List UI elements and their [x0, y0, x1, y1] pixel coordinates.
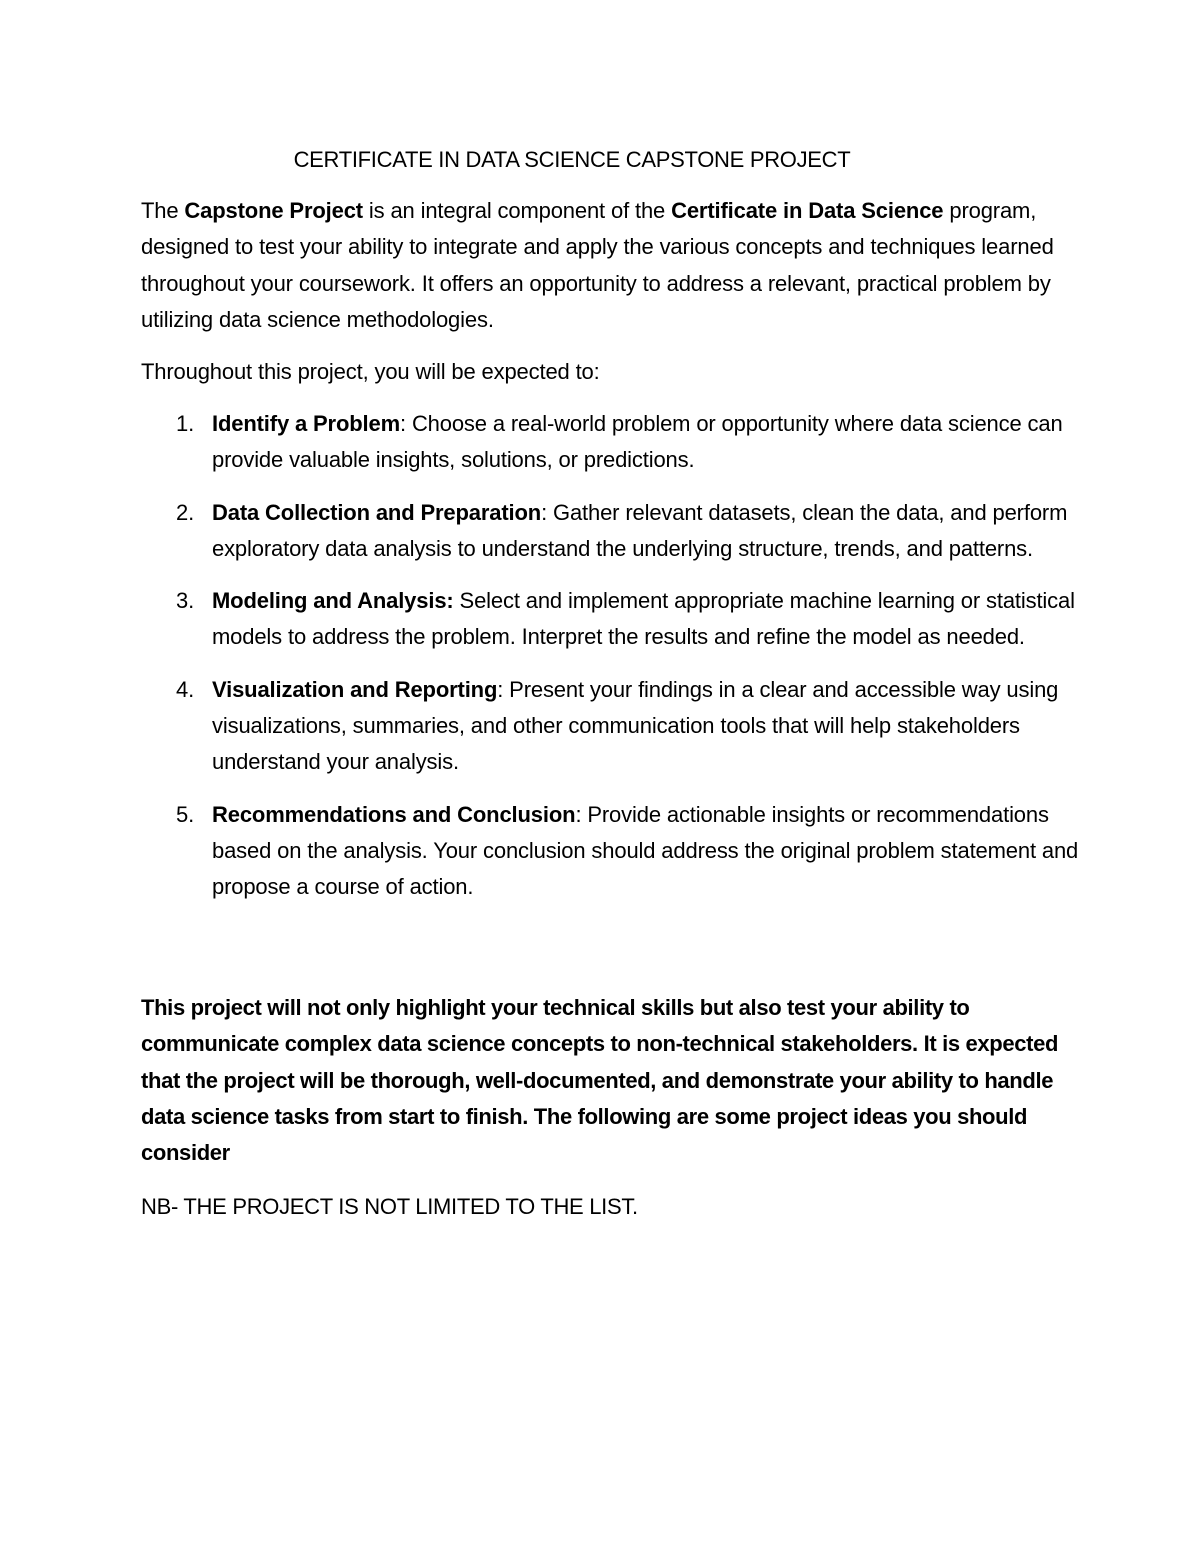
list-item: [141, 797, 1081, 906]
intro-text-1: The: [141, 198, 185, 223]
list-item-heading: Identify a Problem: [212, 411, 401, 436]
expectations-list: [141, 406, 1081, 922]
lead-paragraph: Throughout this project, you will be expected to:: [141, 359, 600, 384]
list-item-text: : Gather relevant datasets, clean the data, and perform exploratory data analysis to understand the underlying structure, trends, and patterns.: [212, 499, 1068, 561]
intro-text-2: is an integral component of the: [362, 198, 672, 223]
intro-bold-certificate: Certificate in Data Science: [671, 198, 944, 223]
list-item-text: : Provide actionable insights or recommendations based on the analysis. Your conclusion should address the original problem statement and propose a course of action.: [212, 801, 1079, 900]
list-item-number: 2.: [176, 499, 195, 525]
list-item: [141, 406, 1081, 479]
document-title: CERTIFICATE IN DATA SCIENCE CAPSTONE PROJECT: [293, 147, 851, 172]
note-paragraph: NB- THE PROJECT IS NOT LIMITED TO THE LIST.: [141, 1194, 638, 1219]
list-item-heading: Visualization and Reporting: [212, 676, 498, 702]
list-item-number: 3.: [176, 588, 195, 614]
list-item-number: 1.: [176, 411, 195, 436]
intro-text-3: program, designed to test your ability to integrate and apply the various concepts and techniques learned throughout your coursework. It offers an opportunity to address a relevant, practical problem by utilizing data science methodologies.: [141, 198, 1054, 332]
list-item: [141, 495, 1081, 568]
list-item-heading: Data Collection and Preparation: [212, 499, 542, 525]
list-item: [141, 672, 1081, 781]
intro-bold-capstone: Capstone Project: [184, 198, 363, 223]
closing-paragraph: This project will not only highlight your technical skills but also test your ability to communicate complex data science concepts to non-technical stakeholders. It is expected that the project will be thorough, well-documented, and demonstrate your ability to handle data science tasks from start to finish. The following are some project ideas you should consider: [141, 995, 1059, 1166]
intro-paragraph: [141, 193, 1071, 338]
list-item-number: 4.: [176, 676, 195, 702]
list-item: [141, 583, 1081, 656]
list-item-text: : Present your findings in a clear and accessible way using visualizations, summaries, and other communication tools that will help stakeholders understand your analysis.: [212, 676, 1059, 775]
list-item-number: 5.: [176, 801, 195, 827]
list-item-text: : Choose a real-world problem or opportunity where data science can provide valuable insights, solutions, or predictions.: [212, 411, 1063, 473]
list-item-heading: Modeling and Analysis:: [212, 588, 454, 614]
list-item-heading: Recommendations and Conclusion: [212, 801, 576, 827]
list-item-text: Select and implement appropriate machine learning or statistical models to address the problem. Interpret the results and refine the model as needed.: [212, 588, 1075, 650]
